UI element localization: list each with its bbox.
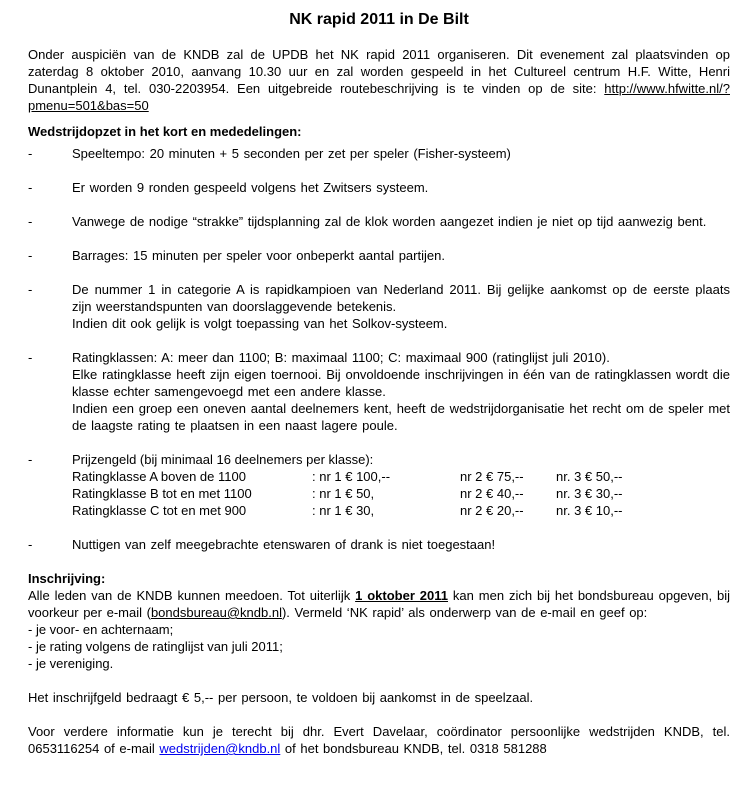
bullet-text: Vanwege de nodige “strakke” tijdsplanning zal de klok worden aangezet indien je niet op tijd aanwezig bent. xyxy=(72,214,707,229)
bullet-dash: - xyxy=(28,180,33,195)
bullet-text: Ratingklassen: A: meer dan 1100; B: maximaal 1100; C: maximaal 900 (ratinglijst juli 2010). xyxy=(72,350,610,365)
bullet-prijzengeld xyxy=(28,451,730,519)
bullet-dash: - xyxy=(28,452,33,467)
bullet-text: Barrages: 15 minuten per speler voor onbeperkt aantal partijen. xyxy=(72,248,445,263)
prize-nr1: : nr 1 € 100,-- xyxy=(312,469,391,484)
bullet-tijdsplanning xyxy=(28,213,730,230)
bullet-text: Indien een groep een oneven aantal deelnemers kent, heeft de wedstrijdorganisatie het recht om de speler met de laagste rating te plaatsen in een naast lagere poule. xyxy=(72,401,730,433)
prize-nr3: nr. 3 € 30,-- xyxy=(556,486,623,501)
prize-klasse: Ratingklasse A boven de 1100 xyxy=(72,469,246,484)
deadline-date: 1 oktober 2011 xyxy=(355,588,449,603)
bullet-dash: - xyxy=(28,537,33,552)
prize-row-b xyxy=(72,485,730,502)
bullet-barrages xyxy=(28,247,730,264)
bullet-text: Er worden 9 ronden gespeeld volgens het Zwitsers systeem. xyxy=(72,180,429,195)
bullet-ronden xyxy=(28,179,730,196)
prize-nr1: : nr 1 € 50, xyxy=(312,486,375,501)
prize-nr2: nr 2 € 20,-- xyxy=(460,503,524,518)
bullet-text: Indien dit ook gelijk is volgt toepassing van het Solkov-systeem. xyxy=(72,316,448,331)
bullet-dash: - xyxy=(28,248,33,263)
prize-row-a xyxy=(72,468,730,485)
bullet-text: Nuttigen van zelf meegebrachte etenswaren of drank is niet toegestaan! xyxy=(72,537,496,552)
contact-text: of het bondsbureau KNDB, tel. 0318 581288 xyxy=(280,741,547,756)
bullet-dash: - xyxy=(28,282,33,297)
route-description-link[interactable]: http://www.hfwitte.nl/?pmenu=501&bas=50 xyxy=(28,81,730,113)
prize-nr3: nr. 3 € 10,-- xyxy=(556,503,623,518)
bullet-text: De nummer 1 in categorie A is rapidkampioen van Nederland 2011. Bij gelijke aankomst op de eerste plaats zijn weerstandspunten van doorslaggevende betekenis. xyxy=(72,282,730,314)
bullet-dash: - xyxy=(28,214,33,229)
section-heading-inschrijving: Inschrijving: xyxy=(28,571,106,586)
inschrijving-text: kan men zich bij het bondsbureau opgeven, bij voorkeur per e-mail ( xyxy=(28,588,731,620)
bullet-text: Speeltempo: 20 minuten + 5 seconden per zet per speler (Fisher-systeem) xyxy=(72,146,511,161)
prize-klasse: Ratingklasse C tot en met 900 xyxy=(72,503,247,518)
section-heading-wedstrijdopzet: Wedstrijdopzet in het kort en mededelingen: xyxy=(28,124,302,139)
fee-paragraph: Het inschrijfgeld bedraagt € 5,-- per persoon, te voldoen bij aankomst in de speelzaal. xyxy=(28,690,534,705)
page-title: NK rapid 2011 in De Bilt xyxy=(289,11,469,28)
inschrijving-paragraph xyxy=(28,587,730,621)
prize-nr3: nr. 3 € 50,-- xyxy=(556,469,623,484)
prize-klasse: Ratingklasse B tot en met 1100 xyxy=(72,486,252,501)
bullet-dash: - xyxy=(28,350,33,365)
bullet-ratingklassen xyxy=(28,349,730,434)
prize-nr1: : nr 1 € 30, xyxy=(312,503,375,518)
bullet-speeltempo xyxy=(28,145,730,162)
intro-paragraph xyxy=(28,46,730,114)
inschrijving-section xyxy=(28,570,730,706)
prize-nr2: nr 2 € 75,-- xyxy=(460,469,524,484)
bullet-etenswaren xyxy=(28,536,730,553)
list-item-rating: - je rating volgens de ratinglijst van juli 2011; xyxy=(28,639,283,654)
list-item-vereniging: - je vereniging. xyxy=(28,656,114,671)
bullet-kampioen xyxy=(28,281,730,332)
list-item-naam: - je voor- en achternaam; xyxy=(28,622,174,637)
contact-text: Voor verdere informatie kun je terecht bij dhr. Evert Davelaar, coördinator persoonlijke wedstrijden KNDB, tel. 0653116254 of e-mail xyxy=(28,724,730,756)
inschrijving-text: Alle leden van de KNDB kunnen meedoen. Tot uiterlijk xyxy=(28,588,356,603)
bullet-text: Elke ratingklasse heeft zijn eigen toernooi. Bij onvoldoende inschrijvingen in één van de ratingklassen wordt die klasse echter samengevoegd met een andere klasse. xyxy=(72,367,730,399)
prijzengeld-intro: Prijzengeld (bij minimaal 16 deelnemers per klasse): xyxy=(72,452,374,467)
wedstrijden-email-link[interactable]: wedstrijden@kndb.nl xyxy=(159,741,281,756)
prize-row-c xyxy=(72,502,730,519)
bullet-dash: - xyxy=(28,146,33,161)
prize-nr2: nr 2 € 40,-- xyxy=(460,486,524,501)
contact-paragraph xyxy=(28,723,730,757)
inschrijving-text: ). Vermeld ‘NK rapid’ als onderwerp van de e-mail en geef op: xyxy=(281,605,648,620)
intro-text: Onder auspiciën van de KNDB zal de UPDB het NK rapid 2011 organiseren. Dit evenement zal plaatsvinden op zaterdag 8 oktober 2010, aanvang 10.30 uur en zal worden gespeeld in het Cultureel centrum H.F. Witte, Henri Dunantplein 4, tel. 030-2203954. Een uitgebreide routebeschrijving is te vinden op de site: xyxy=(28,47,730,96)
bondsbureau-email-link[interactable]: bondsbureau@kndb.nl xyxy=(150,605,282,620)
